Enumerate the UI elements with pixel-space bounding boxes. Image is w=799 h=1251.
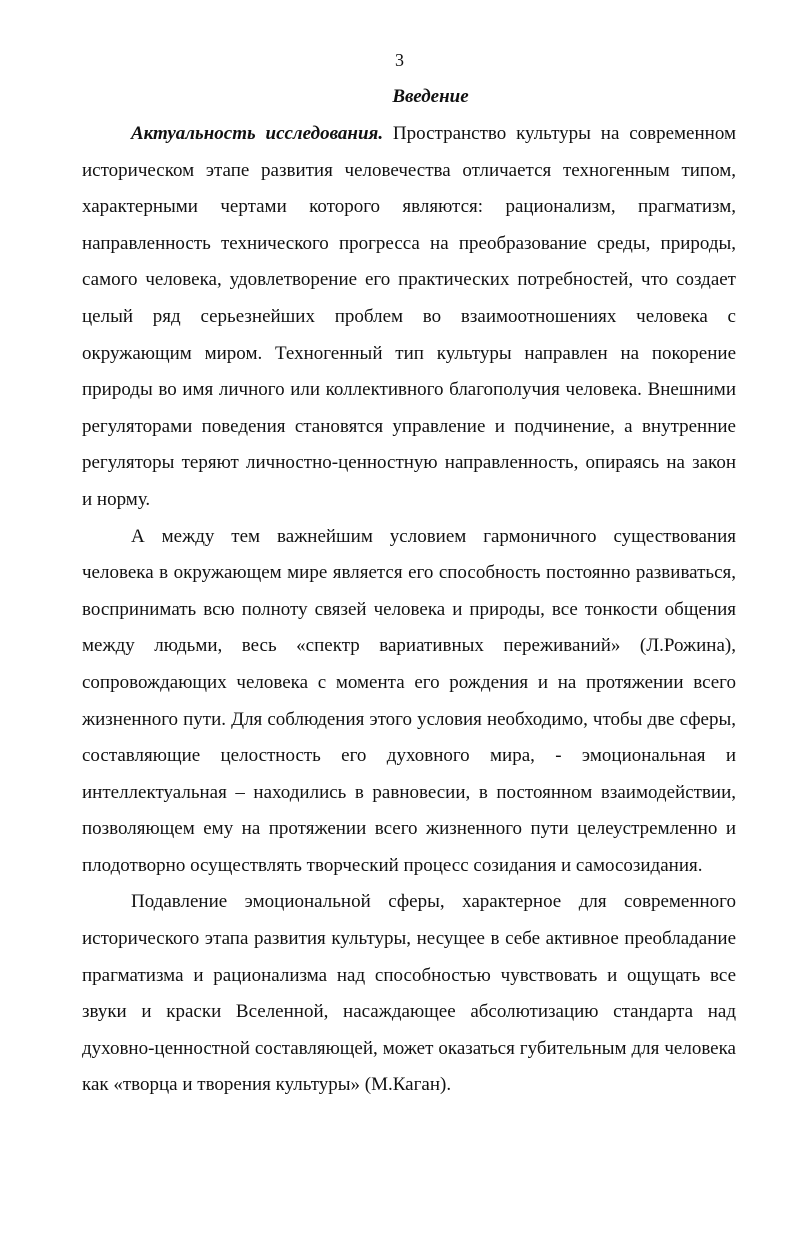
paragraph-lead: Актуальность исследования. xyxy=(131,123,384,144)
paragraph-3: Подавление эмоциональной сферы, характерное для современного исторического этапа развития культуры, несущее в себе активное преобладание прагматизма и рационализма над способностью чувствовать и ощущать все звуки и краски Вселенной, насаждающее абсолютизацию стандарта над духовно-ценностной составляющей, может оказаться губительным для человека как «творца и творения культуры» (М.Каган). xyxy=(82,891,736,1096)
paragraph-2: А между тем важнейшим условием гармоничного существования человека в окружающем мире является его способность постоянно развиваться, воспринимать всю полноту связей человека и природы, все тонкости общения между людьми, весь «спектр вариативных переживаний» (Л.Рожина), сопровождающих человека с момента его рождения и на протяжении всего жизненного пути. Для соблюдения этого условия необходимо, чтобы две сферы, составляющие целостность его духовного мира, - эмоциональная и интеллектуальная – находились в равновесии, в постоянном взаимодействии, позволяющем ему на протяжении всего жизненного пути целеустремленно и плодотворно осуществлять творческий процесс созидания и самосозидания. xyxy=(82,525,736,876)
page-number: 3 xyxy=(395,50,404,70)
paragraph-text: Пространство культуры на современном историческом этапе развития человечества отличается техногенным типом, характерными чертами которого являются: рационализм, прагматизм, направленность технического прогресса на преобразование среды, природы, самого человека, удовлетворение его практических потребностей, что создает целый ряд серьезнейших проблем во взаимоотношениях человека с окружающим миром. Техногенный тип культуры направлен на покорение природы во имя личного или коллективного благополучия человека. Внешними регуляторами поведения становятся управление и подчинение, а внутренние регуляторы теряют личностно-ценностную направленность, опираясь на закон и норму. xyxy=(82,123,736,510)
body-text xyxy=(82,116,736,1104)
paragraph-1 xyxy=(82,116,736,519)
section-title: Введение xyxy=(392,86,469,107)
